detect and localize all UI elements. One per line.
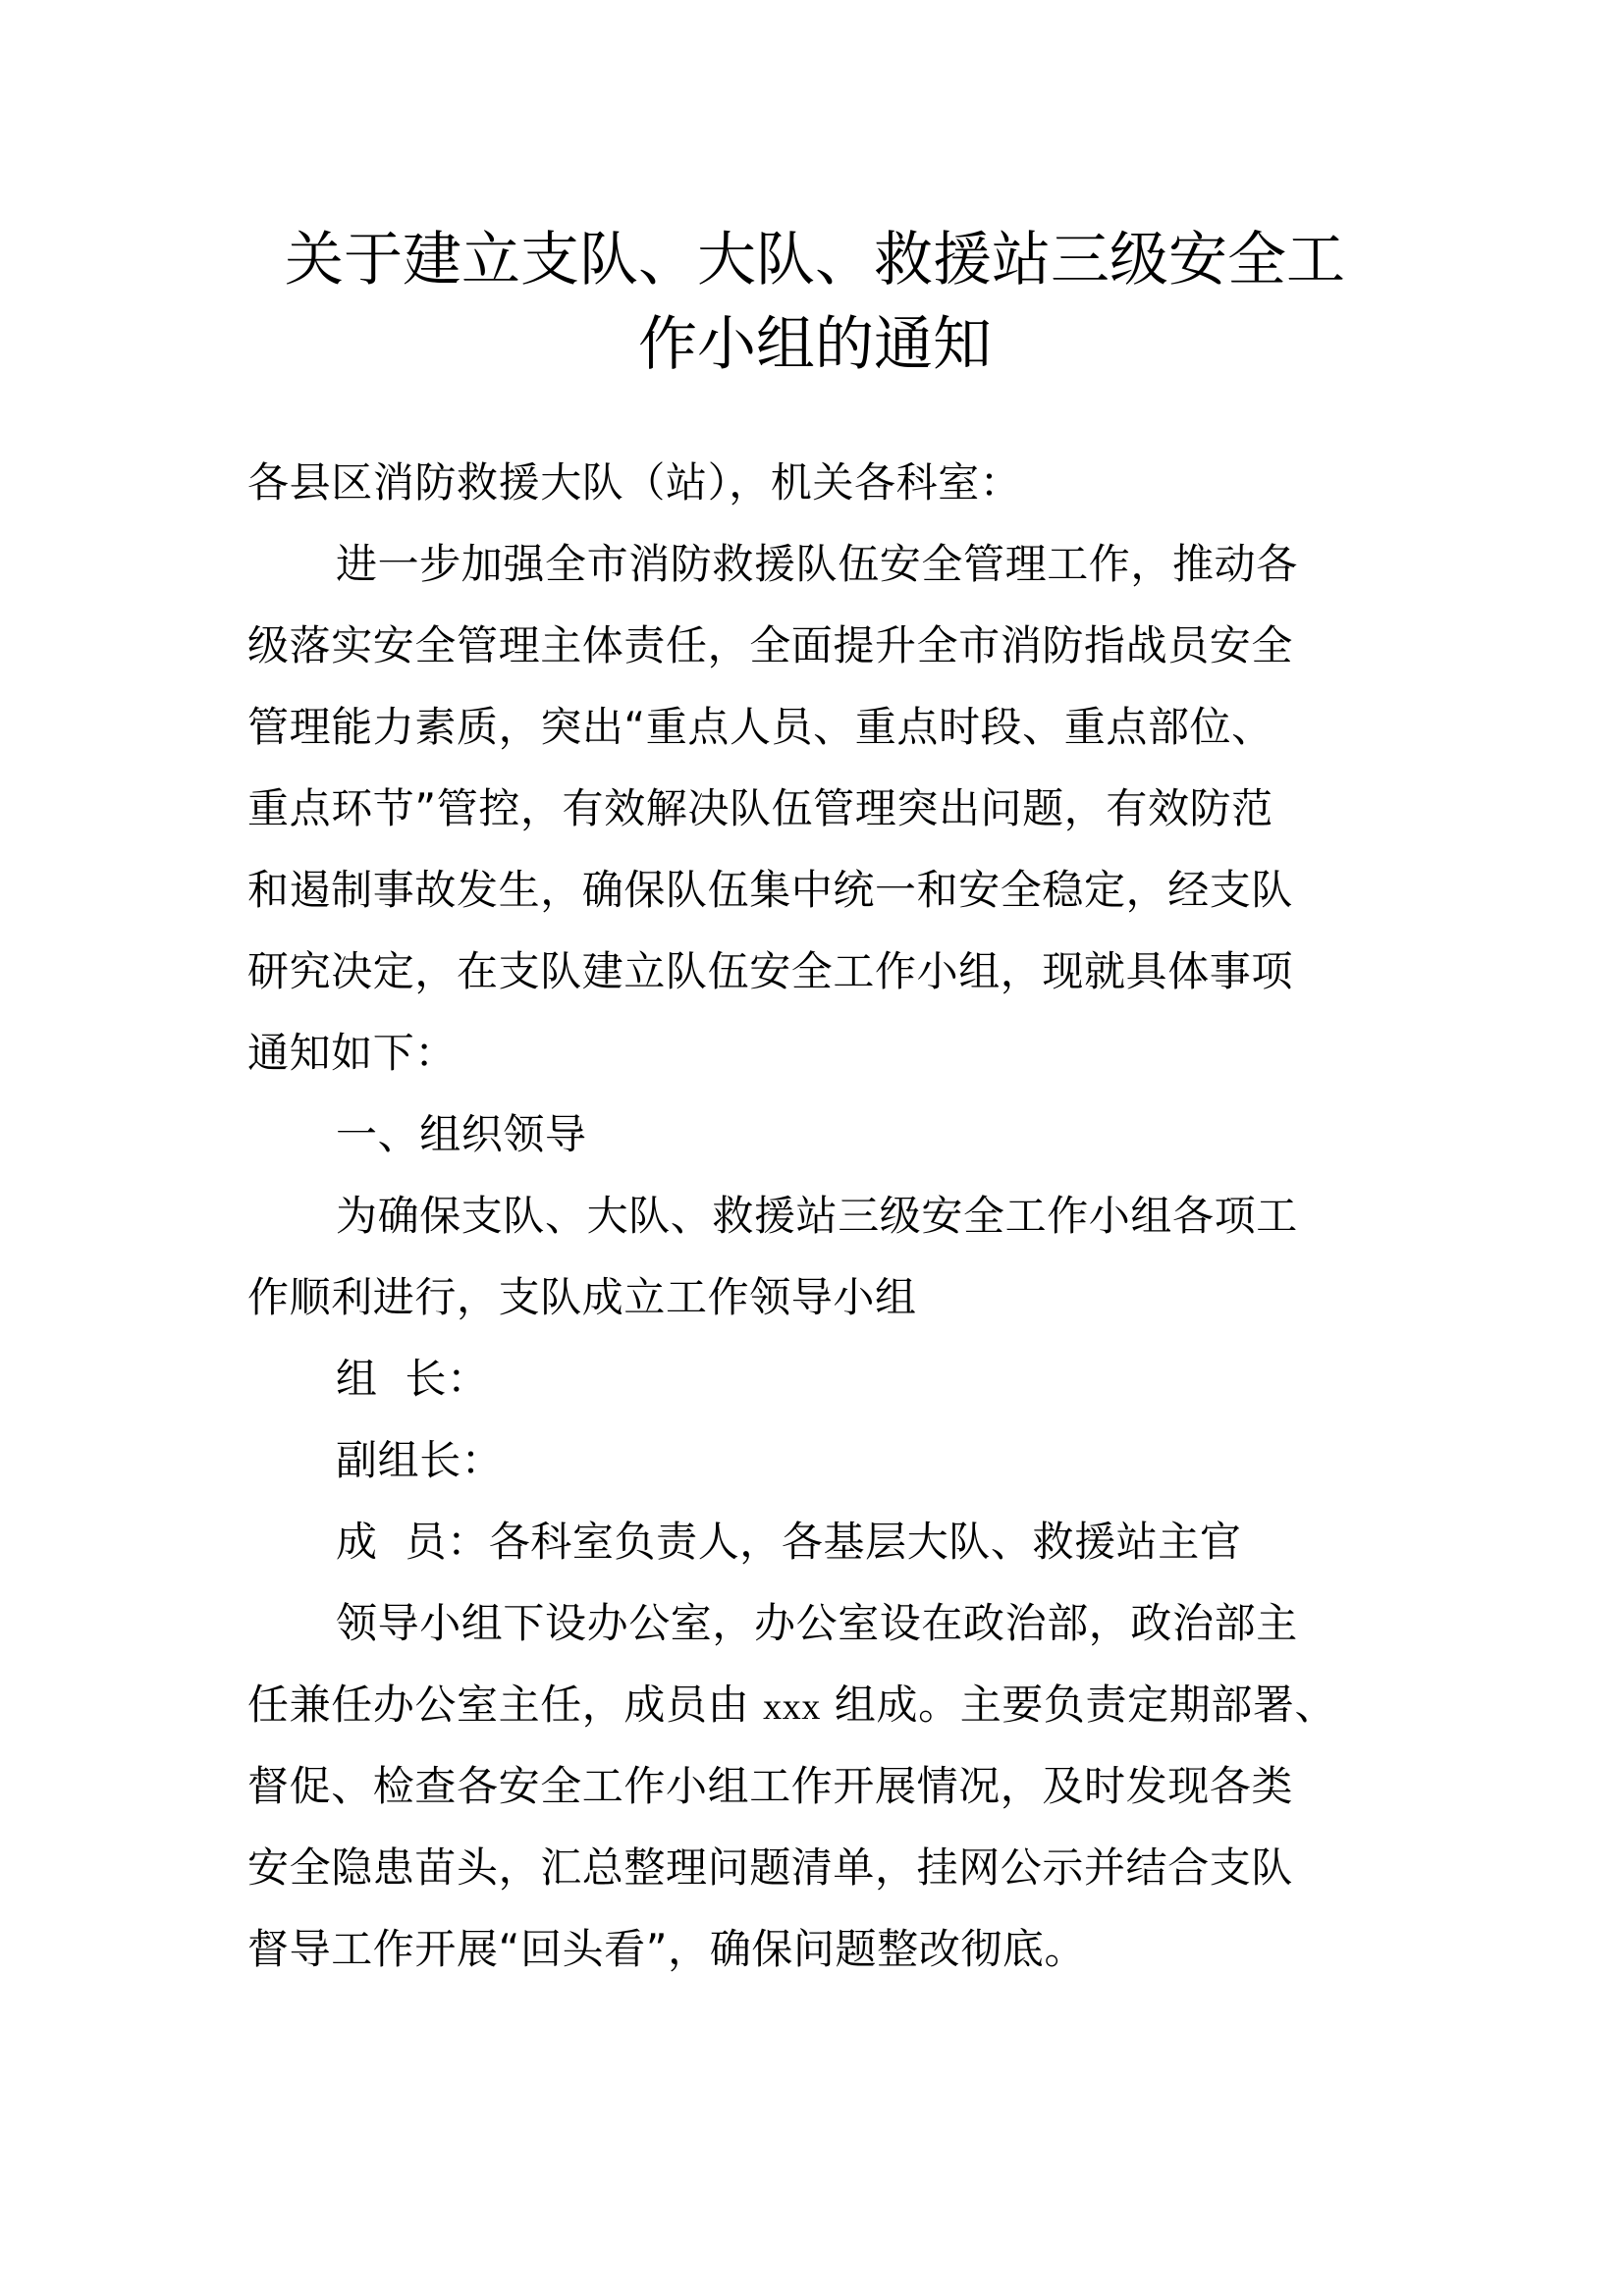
section-heading: 一、组织领导 bbox=[336, 1110, 587, 1158]
paragraph-organization bbox=[247, 1175, 1386, 1338]
role-members bbox=[247, 1501, 1386, 1582]
paragraph-line: 为确保支队、大队、救援站三级安全工作小组各项工 bbox=[336, 1192, 1298, 1240]
paragraph-line: 通知如下： bbox=[247, 1029, 458, 1077]
paragraph-line: 重点环节”管控，有效解决队伍管理突出问题，有效防范 bbox=[247, 784, 1273, 832]
document-body bbox=[247, 442, 1386, 1990]
paragraph-line: 管理能力素质，突出“重点人员、重点时段、重点部位、 bbox=[247, 703, 1273, 751]
paragraph-line: 研究决定，在支队建立队伍安全工作小组，现就具体事项 bbox=[247, 947, 1294, 995]
title-line-1: 关于建立支队、大队、救援站三级安全工 bbox=[285, 226, 1345, 294]
paragraph-line: 领导小组下设办公室，办公室设在政治部，政治部主 bbox=[336, 1599, 1298, 1647]
paragraph-line: 督导工作开展“回头看”，确保问题整改彻底。 bbox=[247, 1925, 1087, 1973]
text-segment: 组成。主要负责定期部署、 bbox=[820, 1681, 1337, 1729]
placeholder-xxx: xxx bbox=[763, 1686, 821, 1728]
document-title bbox=[245, 218, 1384, 387]
paragraph-office bbox=[247, 1582, 1386, 1990]
paragraph-line: 安全隐患苗头，汇总整理问题清单，挂网公示并结合支队 bbox=[247, 1843, 1294, 1892]
paragraph-line bbox=[247, 1664, 1386, 1745]
role-leader bbox=[247, 1338, 1386, 1419]
role-members-text: 成 员：各科室负责人，各基层大队、救援站主官 bbox=[336, 1518, 1242, 1566]
role-leader-label: 组 长： bbox=[336, 1355, 489, 1403]
text-segment: 任兼任办公室主任，成员由 bbox=[247, 1681, 764, 1729]
salutation: 各县区消防救援大队（站），机关各科室： bbox=[247, 458, 1022, 507]
paragraph-line: 督促、检查各安全工作小组工作开展情况，及时发现各类 bbox=[247, 1762, 1294, 1810]
role-deputy-leader: 副组长： bbox=[336, 1436, 504, 1484]
paragraph-line: 级落实安全管理主体责任，全面提升全市消防指战员安全 bbox=[247, 621, 1294, 669]
paragraph-intro bbox=[247, 523, 1386, 1094]
paragraph-line: 进一步加强全市消防救援队伍安全管理工作，推动各 bbox=[336, 540, 1298, 588]
title-line-2: 作小组的通知 bbox=[638, 310, 992, 379]
paragraph-line: 作顺利进行，支队成立工作领导小组 bbox=[247, 1273, 917, 1321]
paragraph-line: 和遏制事故发生，确保队伍集中统一和安全稳定，经支队 bbox=[247, 866, 1294, 914]
